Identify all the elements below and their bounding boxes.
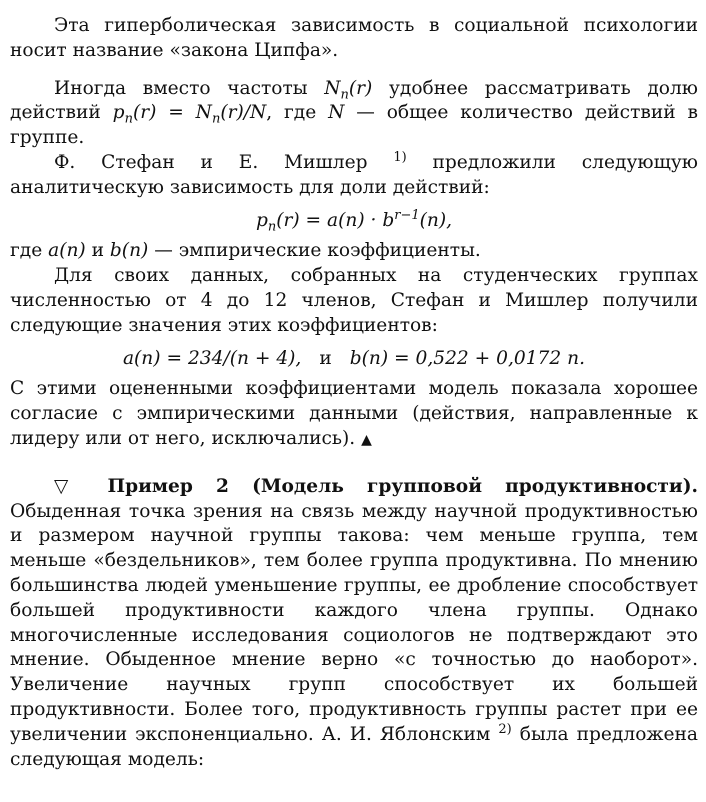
footnote-ref-1[interactable]: 1) — [393, 149, 407, 165]
text: Обыденная точка зрения на связь между научной продуктивностью и размером научной группы такова: чем меньше группа, тем меньше «бездельников», тем более группа продуктивна. По мнению большинства людей уменьшение группы, ее дробление способствует большей продуктивности каждого члена группы. Однако многочисленные исследования социологов не подтверждают это мнение. Обыденное мнение верно «с точностью до наоборот». Увеличение научных групп способствует их большей продуктивности. Более того, продуктивность группы растет при ее увеличении экспоненциально. А. И. Яблонским — [10, 500, 698, 745]
end-of-example-icon: ▲ — [361, 431, 372, 448]
text: , где — [266, 102, 329, 124]
example-marker-icon: ▽ — [54, 475, 85, 497]
paragraph-zipf-law: Эта гиперболическая зависимость в социальной психологии носит название «закона Ципфа». — [10, 15, 698, 61]
formula-an: a(n) — [48, 240, 86, 262]
formula-coefficients — [10, 347, 698, 372]
paragraph-coefficients-def — [10, 239, 698, 264]
formula-Nn: $N_n(r)$ — [324, 77, 373, 103]
formula-N: N — [328, 102, 345, 124]
text: — общее количество действий в группе. — [10, 102, 698, 149]
paragraph-stefan-mishler — [10, 151, 698, 201]
text: Ф. Стефан и Е. Мишлер — [54, 151, 394, 173]
formula-a-value: a(n) = 234/(n + 4), — [122, 347, 302, 369]
formula-b-value: b(n) = 0,522 + 0,0172 n. — [349, 347, 586, 369]
formula-bn: b(n) — [109, 240, 149, 262]
paragraph-gap — [10, 64, 698, 77]
footnote-ref-2[interactable]: 2) — [498, 721, 512, 737]
paragraph-example-2 — [10, 475, 698, 773]
text: Иногда вместо частоты — [54, 77, 325, 99]
formula-pn: $p_n(r) = a(n) \cdot b^{r-1}(n)$, — [255, 207, 453, 235]
document-page — [10, 14, 698, 772]
paragraph-model-agreement — [10, 377, 698, 452]
text: и — [85, 240, 110, 262]
section-gap — [10, 453, 698, 475]
paragraph-student-groups: Для своих данных, собранных на студенческих группах численностью от 4 до 12 членов, Стефан и Мишлер получили следующие значения этих коэффициентов: — [10, 265, 698, 336]
formula-pn-def: $p_n(r) = N_n(r)/N$ — [112, 102, 267, 128]
text: — эмпирические коэффициенты. — [148, 240, 481, 262]
paragraph-fraction — [10, 77, 698, 151]
text: предложили следующую аналитическую зависимость для доли действий: — [10, 151, 698, 198]
text: удобнее рассматривать долю действий — [10, 77, 698, 124]
formula-and: и — [319, 347, 332, 369]
text: С этими оцененными коэффициентами модель показала хорошее согласие с эмпирическими данными (действия, направленные к лидеру или от него, исключались). — [10, 378, 698, 449]
text: где — [10, 240, 49, 262]
text: была предложена следующая модель: — [10, 723, 698, 770]
example-title: Пример 2 (Модель групповой продуктивности). — [107, 475, 698, 497]
